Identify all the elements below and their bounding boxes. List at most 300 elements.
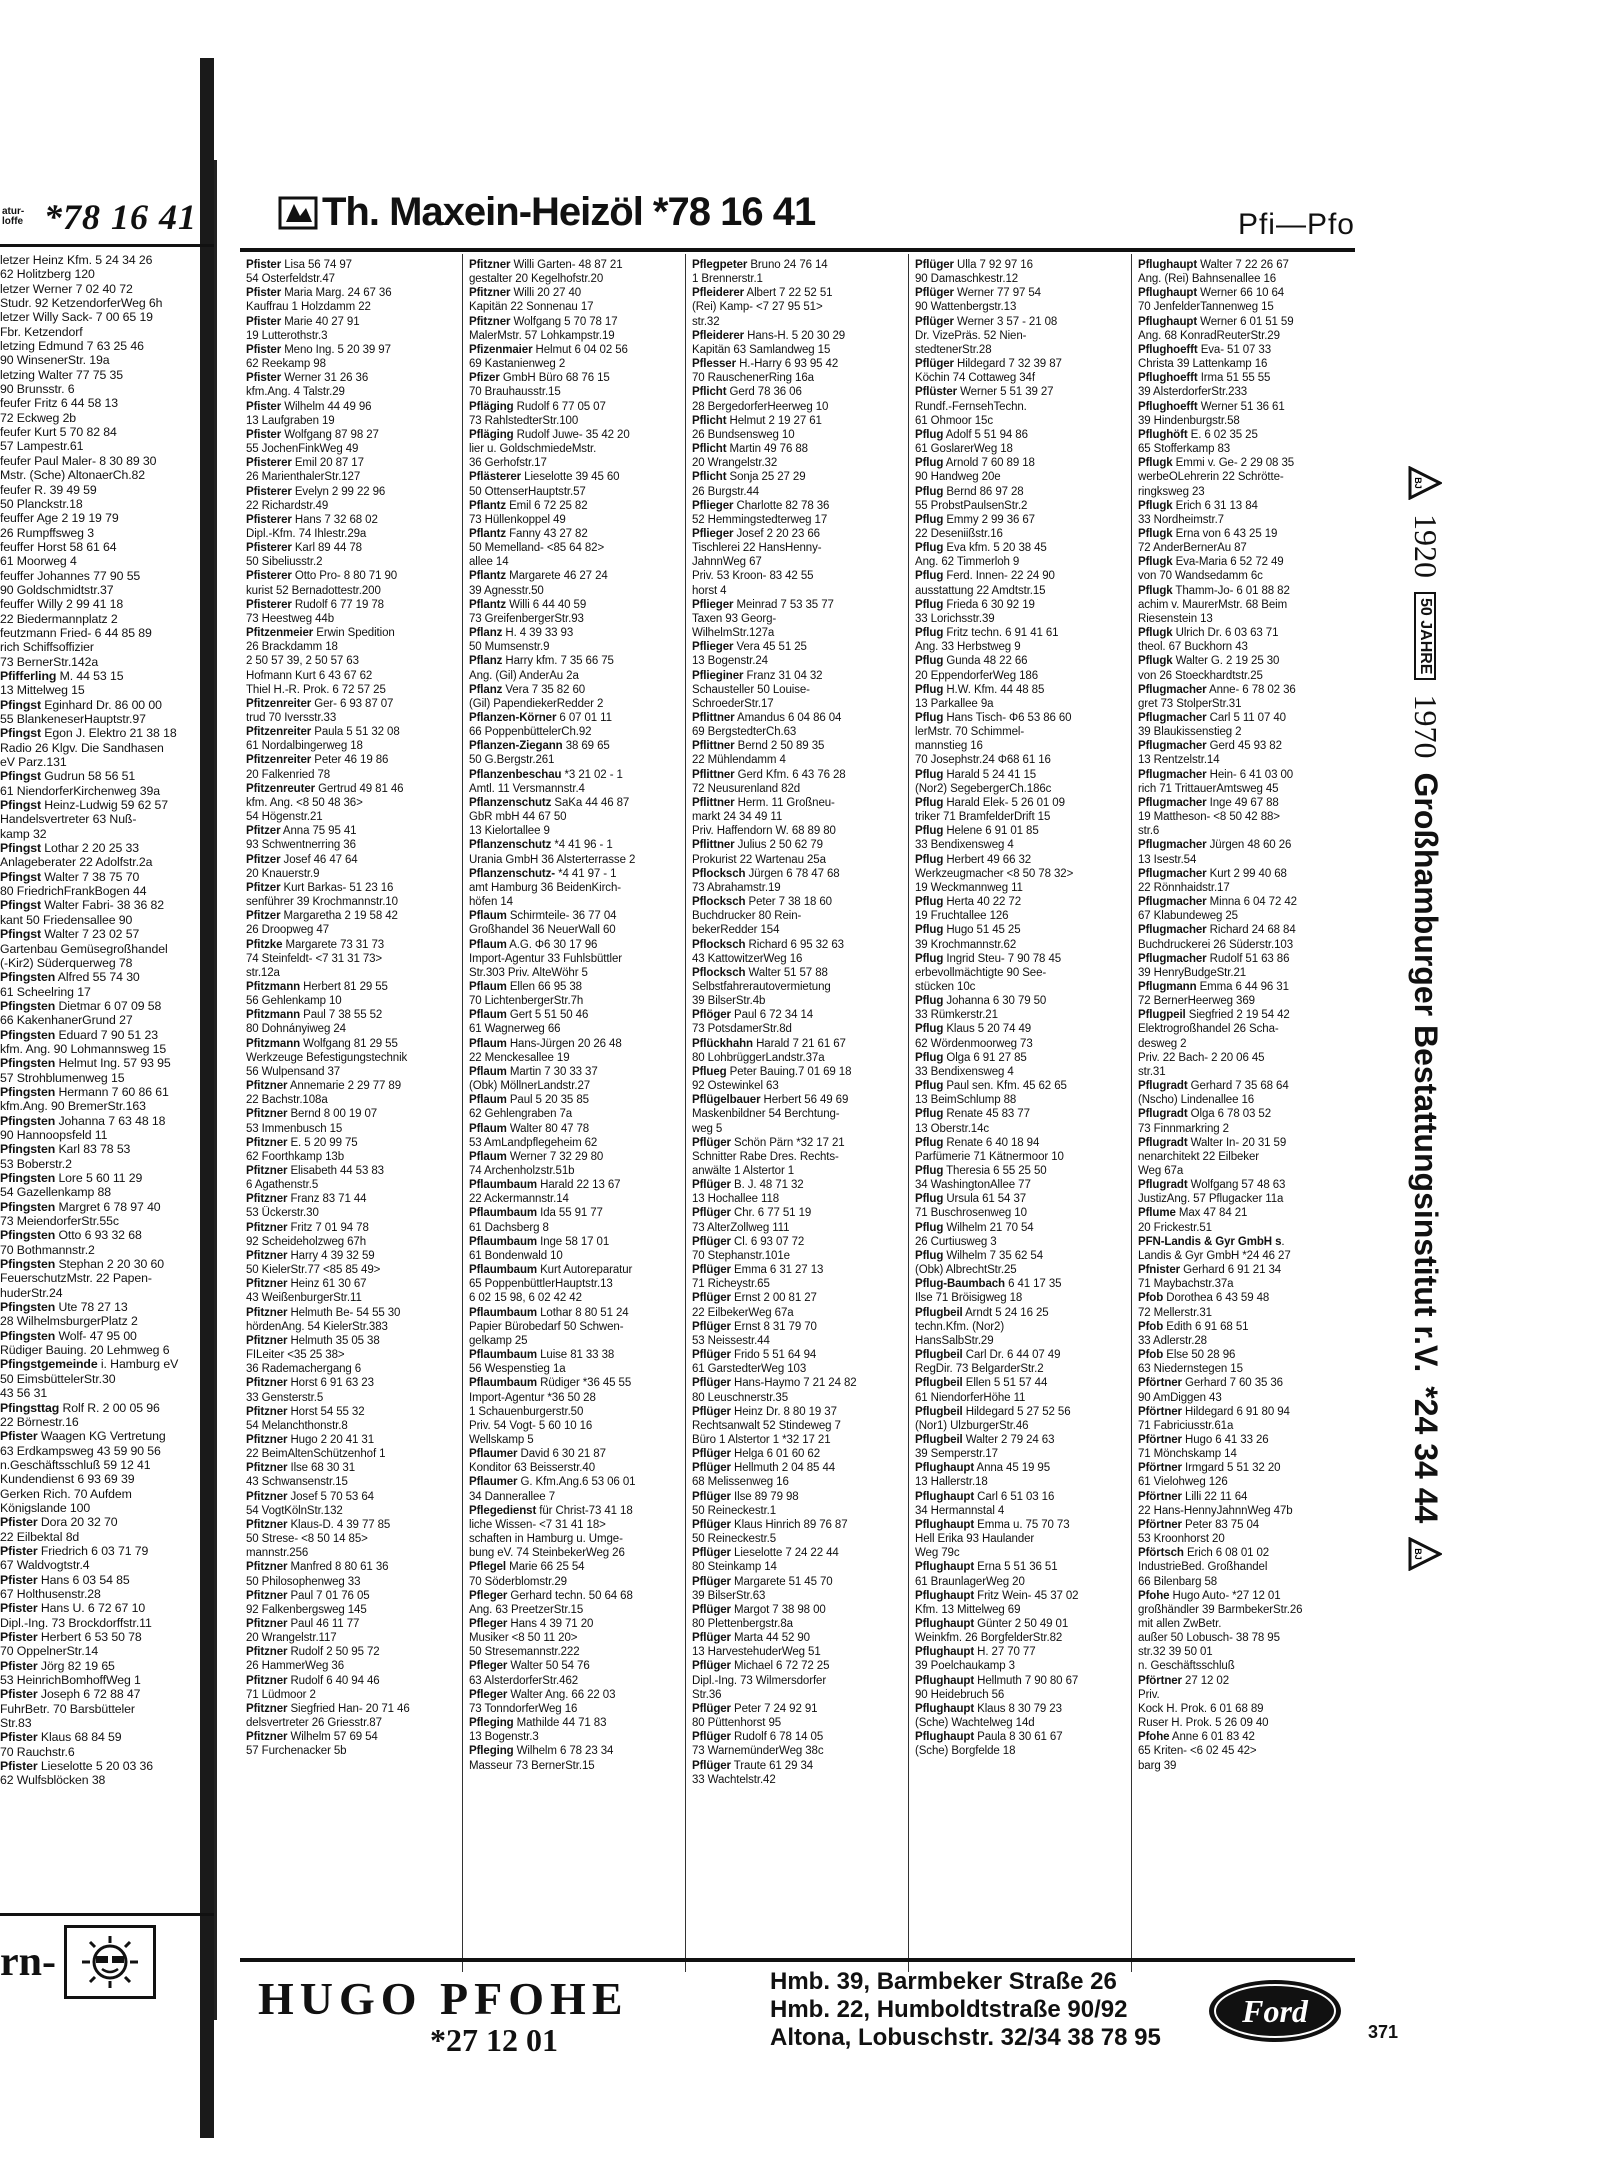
listing-entry-line: 71 Maybachstr.37a bbox=[1138, 1278, 1234, 1291]
listing-entry-line: 73 BernerStr.142a bbox=[0, 654, 99, 669]
listing-entry-line: Pflughaupt Fritz Wein- 45 37 02 bbox=[915, 1589, 1079, 1602]
listing-entry-line: 61 Nordalbingerweg 18 bbox=[246, 740, 363, 753]
ford-logo-text: Ford bbox=[1242, 1993, 1308, 2029]
listing-entry-line: Pfingstgemeinde i. Hamburg eV bbox=[0, 1357, 179, 1372]
listing-entry-line: Pflüger Margarete 51 45 70 bbox=[692, 1575, 833, 1588]
listing-entry-line: Pfingsten Stephan 2 20 30 60 bbox=[0, 1257, 164, 1272]
listing-entry-line: Pflieger Charlotte 82 78 36 bbox=[692, 499, 830, 512]
listing-entry-line: 69 Kastanienweg 2 bbox=[469, 358, 566, 371]
listing-entry-line: mit allen ZwBetr. bbox=[1138, 1618, 1222, 1630]
listing-entry-line: 43 KattowitzerWeg 16 bbox=[692, 952, 803, 965]
listing-entry-line: Ang. 68 KonradReuterStr.29 bbox=[1138, 329, 1280, 342]
listing-entry-line: Pflugradt Walter In- 20 31 59 bbox=[1138, 1136, 1287, 1149]
listing-entry-line: 61 Bondenwald 10 bbox=[469, 1249, 563, 1262]
listing-entry-line: 13 Laufgraben 19 bbox=[246, 414, 335, 427]
listing-entry-line: 1 Brennerstr.1 bbox=[692, 273, 763, 286]
listing-entry-line: Pflüger Lieselotte 7 24 22 44 bbox=[692, 1547, 839, 1560]
listing-entry-line: feuffer Willy 2 99 41 18 bbox=[0, 597, 124, 612]
listing-entry-line: Pflugbeil Walter 2 79 24 63 bbox=[915, 1433, 1055, 1446]
listing-entry-line: 65 Kriten- <6 02 45 42> bbox=[1138, 1745, 1257, 1758]
previous-page-ad bbox=[0, 1913, 214, 2002]
listing-entry-line: 26 Burgstr.44 bbox=[692, 485, 760, 498]
listing-entry-line: Pflaumbaum Rüdiger *36 45 55 bbox=[469, 1377, 632, 1390]
listing-entry-line: 63 AlsterdorferStr.462 bbox=[469, 1674, 579, 1687]
listing-entry-line: Pflocksch Peter 7 38 18 60 bbox=[692, 896, 832, 909]
listing-entry-line: FILeiter <35 25 38> bbox=[246, 1349, 345, 1362]
listing-entry-line: Pfleging Wilhelm 6 78 23 34 bbox=[469, 1745, 614, 1758]
listing-entry-line: Pflaumbaum Harald 22 13 67 bbox=[469, 1179, 621, 1192]
listing-entry-line: feuffer Age 2 19 19 79 bbox=[0, 511, 119, 526]
listing-entry-line: 43 Schwansenstr.15 bbox=[246, 1476, 348, 1489]
listing-entry-line: erbevollmächtigte 90 See- bbox=[915, 966, 1047, 979]
listing-entry-line: Pfingsten Dietmar 6 07 09 58 bbox=[0, 998, 162, 1013]
listing-entry-line: Kfm. 13 Mittelweg 69 bbox=[915, 1603, 1021, 1616]
listing-entry-line: 61 Vielohweg 126 bbox=[1138, 1476, 1228, 1489]
listing-entry-line: Pfitzer Josef 46 47 64 bbox=[246, 853, 358, 866]
listing-entry-line: Pflugmacher Richard 24 68 84 bbox=[1138, 924, 1296, 937]
listing-entry-line: Pflug Herta 40 22 72 bbox=[915, 896, 1022, 909]
listing-entry-line: Pfitzner E. 5 20 99 75 bbox=[246, 1136, 358, 1149]
listing-entry-line: 71 Richeystr.65 bbox=[692, 1278, 770, 1291]
listing-column-1 bbox=[240, 254, 463, 1972]
listing-entry-line: 72 Mellerstr.31 bbox=[1138, 1306, 1212, 1319]
listing-entry-line: 22 Bachstr.108a bbox=[246, 1094, 328, 1107]
listing-entry-line: Wellskamp 5 bbox=[469, 1433, 534, 1446]
listing-entry-line: 36 Gerhofstr.17 bbox=[469, 457, 547, 470]
listing-entry-line: 54 VogtKölnStr.132 bbox=[246, 1504, 343, 1517]
listing-entry-line: Pfisterer Karl 89 44 78 bbox=[246, 542, 362, 555]
listing-entry-line: Kock H. Prok. 6 01 68 89 bbox=[1138, 1702, 1264, 1715]
listing-entry-line: 90 WinsenerStr. 19a bbox=[0, 353, 110, 368]
listing-entry-line: 50 OttenserHauptstr.57 bbox=[469, 485, 586, 498]
listing-entry-line: Pflüger Rudolf 6 78 14 05 bbox=[692, 1731, 824, 1744]
listing-entry-line: JustizAng. 57 Pflugacker 11a bbox=[1138, 1193, 1284, 1206]
listing-entry-line: 13 HarvestehuderWeg 51 bbox=[692, 1646, 821, 1659]
listing-entry-line: Pfitzner Josef 5 70 53 64 bbox=[246, 1490, 374, 1503]
listing-entry-line: Pflaum Schirmteile- 36 77 04 bbox=[469, 910, 617, 923]
listing-entry-line: Pfitzner Klaus-D. 4 39 77 85 bbox=[246, 1518, 391, 1531]
listing-entry-line: Rundf.-FernsehTechn. bbox=[915, 400, 1027, 413]
listing-entry-line: Pfitzer Kurt Barkas- 51 23 16 bbox=[246, 881, 394, 894]
listing-entry-line: Pflug H.W. Kfm. 44 48 85 bbox=[915, 683, 1045, 696]
listing-entry-line: gret 73 StolperStr.31 bbox=[1138, 697, 1242, 710]
listing-entry-line: 43 56 31 bbox=[0, 1386, 48, 1401]
listing-entry-line: RegDir. 73 BelgarderStr.2 bbox=[915, 1363, 1044, 1376]
listing-entry-line: Papier Bürobedarf 50 Schwen- bbox=[469, 1320, 624, 1333]
listing-entry-line: Christa 39 Lattenkamp 16 bbox=[1138, 358, 1268, 371]
listing-entry-line: Pflüger Frido 5 51 64 94 bbox=[692, 1349, 817, 1362]
listing-entry-line: Pfisterer Evelyn 2 99 22 96 bbox=[246, 485, 386, 498]
listing-entry-line: Pfitzner Paul 7 01 76 05 bbox=[246, 1589, 370, 1602]
listing-entry-line: Pflug Renate 6 40 18 94 bbox=[915, 1136, 1040, 1149]
listing-entry-line: Pflughoefft Werner 51 36 61 bbox=[1138, 400, 1285, 413]
listing-entry-line: Pflug Frieda 6 30 92 19 bbox=[915, 598, 1035, 611]
triangle-logo-icon bbox=[1409, 1537, 1443, 1571]
listing-entry-line: Pflugradt Gerhard 7 35 68 64 bbox=[1138, 1080, 1289, 1093]
listing-entry-line: Pfleger Hans 4 39 71 20 bbox=[469, 1618, 594, 1630]
listing-entry-line: 13 BeimSchlump 88 bbox=[915, 1094, 1017, 1107]
listing-entry-line: Pflüger Hellmuth 2 04 85 44 bbox=[692, 1462, 836, 1475]
previous-header-label: atur- loffe bbox=[2, 206, 25, 227]
listing-entry-line: kfm.Ang. 90 BremerStr.163 bbox=[0, 1099, 146, 1114]
listing-entry-line: 90 Brunsstr. 6 bbox=[0, 382, 75, 397]
listing-entry-line: Elektrogroßhandel 26 Scha- bbox=[1138, 1023, 1279, 1036]
listing-entry-line: (Gil) PapendiekerRedder 2 bbox=[469, 697, 604, 710]
listing-entry-line: 50 Sibeliusstr.2 bbox=[246, 556, 323, 569]
listing-entry-line: Pförtner Irmgard 5 51 32 20 bbox=[1138, 1462, 1281, 1475]
listing-entry-line: FeuerschutzMstr. 22 Papen- bbox=[0, 1271, 152, 1286]
listing-entry-line: 33 Bendixensweg 4 bbox=[915, 1065, 1014, 1078]
listing-entry-line: 55 JochenFinkWeg 49 bbox=[246, 443, 359, 456]
main-page bbox=[240, 160, 1490, 2058]
listing-entry-line: Pflughaupt Carl 6 51 03 16 bbox=[915, 1490, 1055, 1503]
listing-entry-line: 66 PoppenbüttelerCh.92 bbox=[469, 726, 592, 739]
listing-entry-line: Kundendienst 6 93 69 39 bbox=[0, 1472, 135, 1487]
listing-entry-line: 22 Eilbektal 8d bbox=[0, 1529, 80, 1544]
listing-entry-line: 73 AlterZollweg 111 bbox=[692, 1221, 790, 1234]
listing-entry-line: Pfingsten Lore 5 60 11 29 bbox=[0, 1171, 143, 1185]
listing-entry-line: 90 Handweg 20e bbox=[915, 471, 1001, 484]
listing-entry-line: Pfitzner Bernd 8 00 19 07 bbox=[246, 1108, 378, 1121]
listing-columns bbox=[240, 254, 1355, 1972]
listing-entry-line: Ang. 63 PreetzerStr.15 bbox=[469, 1603, 584, 1616]
listing-entry-line: 62 Wördenmoorweg 73 bbox=[915, 1037, 1033, 1050]
listing-entry-line: feufer R. 39 49 59 bbox=[0, 482, 97, 497]
listing-entry-line: Pflaum Ellen 66 95 38 bbox=[469, 980, 582, 993]
listing-entry-line: 92 Ostewinkel 63 bbox=[692, 1080, 779, 1093]
listing-entry-line: Pflughaupt Walter 7 22 26 67 bbox=[1138, 259, 1289, 271]
listing-entry-line: 6 02 15 98, 6 02 42 42 bbox=[469, 1292, 582, 1305]
listing-entry-line: 34 WashingtonAllee 77 bbox=[915, 1179, 1031, 1192]
listing-entry-line: Pflug Wilhelm 21 70 54 bbox=[915, 1221, 1034, 1234]
listing-entry-line: Pflegpeter Bruno 24 76 14 bbox=[692, 259, 828, 271]
listing-entry-line: Hofmann Kurt 6 43 67 62 bbox=[246, 669, 373, 682]
listing-entry-line: Pflantz Willi 6 44 40 59 bbox=[469, 598, 587, 611]
listing-entry-line: 1 Schauenburgerstr.50 bbox=[469, 1405, 584, 1418]
listing-entry-line: Pflanzen-Körner 6 07 01 11 bbox=[469, 712, 612, 724]
heating-oil-logo-icon bbox=[278, 196, 318, 230]
listing-entry-line: 22 Menckesallee 19 bbox=[469, 1051, 570, 1064]
listing-entry-line: Pflug Paul sen. Kfm. 45 62 65 bbox=[915, 1080, 1067, 1093]
listing-entry-line: Pflaumer G. Kfm.Ang.6 53 06 01 bbox=[469, 1476, 636, 1489]
previous-ad-text: rn- bbox=[0, 1939, 56, 1985]
listing-entry-line: (Nscho) Lindenallee 16 bbox=[1138, 1094, 1255, 1107]
listing-entry-line: Pflüger Ilse 89 79 98 bbox=[692, 1490, 799, 1503]
listing-entry-line: kfm. Ang. 90 Lohmannsweg 15 bbox=[0, 1041, 167, 1056]
listing-entry-line: Pfitzner Helmuth Be- 54 55 30 bbox=[246, 1306, 401, 1319]
listing-entry-line: Pflocksch Jürgen 6 78 47 68 bbox=[692, 867, 840, 880]
listing-entry-line: Pflug Klaus 5 20 74 49 bbox=[915, 1023, 1032, 1036]
listing-entry-line: Pflanzenschutz *4 41 96 - 1 bbox=[469, 839, 613, 852]
listing-entry-line: trud 70 Iversstr.33 bbox=[246, 712, 337, 724]
listing-entry-line: 33 Nordheimstr.7 bbox=[1138, 513, 1224, 526]
listing-entry-line: Pflicht Sonja 25 27 29 bbox=[692, 471, 806, 484]
listing-entry-line: Riesenstein 13 bbox=[1138, 612, 1213, 625]
listing-entry-line: 71 Lüdmoor 2 bbox=[246, 1688, 316, 1701]
listing-entry-line: Pfob Edith 6 91 68 51 bbox=[1138, 1320, 1249, 1333]
listing-entry-line: kamp 32 bbox=[0, 826, 47, 841]
listing-entry-line: Pflästerer Lieselotte 39 45 60 bbox=[469, 471, 620, 484]
listing-entry-line: Pfitzenreiter Peter 46 19 86 bbox=[246, 754, 389, 767]
listing-entry-line: 13 Parkallee 9a bbox=[915, 697, 994, 710]
listing-entry-line: 90 Heidebruch 56 bbox=[915, 1688, 1005, 1701]
listing-entry-line: str.31 bbox=[1138, 1065, 1166, 1078]
listing-entry-line: Pflaum Gert 5 51 50 46 bbox=[469, 1009, 589, 1022]
listing-entry-line: 19 Weckmannweg 11 bbox=[915, 881, 1023, 894]
listing-entry-line: Pflüger Hildegard 7 32 39 87 bbox=[915, 358, 1062, 371]
listing-entry-line: Pfingsten Eduard 7 90 51 23 bbox=[0, 1027, 158, 1042]
listing-entry-line: Pflantz Emil 6 72 25 82 bbox=[469, 499, 588, 512]
listing-entry-line: (Nor2) SegebergerCh.186c bbox=[915, 782, 1052, 795]
listing-entry-line: Fbr. Ketzendorf bbox=[0, 324, 83, 339]
listing-entry-line: Pflüster Werner 5 51 39 27 bbox=[915, 386, 1054, 399]
listing-entry-line: Pflittner Bernd 2 50 89 35 bbox=[692, 740, 825, 753]
listing-entry-line: 90 Hannoopsfeld 11 bbox=[0, 1127, 108, 1142]
listing-entry-line: Priv. 54 Vogt- 5 60 10 16 bbox=[469, 1419, 593, 1432]
listing-entry-line: 61 BraunlagerWeg 20 bbox=[915, 1575, 1025, 1588]
listing-entry-line: Pfingst Egon J. Elektro 21 38 18 bbox=[0, 726, 177, 741]
listing-entry-line: Pfister Lieselotte 5 20 03 36 bbox=[0, 1759, 153, 1774]
listing-entry-line: 13 Hallerstr.18 bbox=[915, 1476, 988, 1489]
listing-entry-line: Pflug Fritz techn. 6 91 41 61 bbox=[915, 627, 1059, 640]
listing-entry-line: 62 Wulfsblöcken 38 bbox=[0, 1773, 106, 1788]
listing-entry-line: liche Wissen- <7 31 41 18> bbox=[469, 1518, 606, 1531]
listing-entry-line: 65 PoppenbüttlerHauptstr.13 bbox=[469, 1278, 613, 1291]
listing-entry-line: 19 Mattheson- <8 50 42 88> bbox=[1138, 811, 1280, 824]
listing-entry-line: Pfisterer Hans 7 32 68 02 bbox=[246, 513, 378, 526]
listing-entry-line: 13 Kielortallee 9 bbox=[469, 825, 550, 838]
listing-entry-line: 20 EppendorferWeg 186 bbox=[915, 669, 1039, 682]
listing-entry-line: SchroederStr.17 bbox=[692, 697, 774, 710]
listing-entry-line: Pflugmacher Gerd 45 93 82 bbox=[1138, 740, 1282, 753]
listing-entry-line: Pflaumbaum Kurt Autoreparatur bbox=[469, 1264, 633, 1277]
listing-entry-line: 50 Reineckestr.1 bbox=[692, 1504, 777, 1517]
listing-entry-line: 63 Niedernstegen 15 bbox=[1138, 1363, 1243, 1376]
listing-entry-line: MalerMstr. 57 Lohkampstr.19 bbox=[469, 329, 615, 342]
listing-entry-line: Import-Agentur *36 50 28 bbox=[469, 1391, 596, 1404]
listing-entry-line: Pflugmacher Jürgen 48 60 26 bbox=[1138, 839, 1292, 852]
listing-entry-line: Pfister Werner 31 26 36 bbox=[246, 372, 369, 385]
listing-entry-line: 57 Furchenacker 5b bbox=[246, 1745, 347, 1758]
listing-entry-line: Pfingsten Margret 6 78 97 40 bbox=[0, 1199, 161, 1214]
listing-entry-line: str.6 bbox=[1138, 825, 1160, 838]
listing-entry-line: 62 Gehlengraben 7a bbox=[469, 1108, 573, 1121]
listing-entry-line: ringksweg 23 bbox=[1138, 485, 1205, 498]
listing-entry-line: Pflittner Amandus 6 04 86 04 bbox=[692, 712, 842, 724]
listing-entry-line: Pfizer GmbH Büro 68 76 15 bbox=[469, 372, 610, 385]
listing-entry-line: kant 50 Friedensallee 90 bbox=[0, 912, 133, 927]
listing-entry-line: 54 Melanchthonstr.8 bbox=[246, 1419, 348, 1432]
listing-entry-line: 33 Lorichsstr.39 bbox=[915, 612, 995, 625]
listing-entry-line: Radio 26 Klgv. Die Sandhasen bbox=[0, 740, 164, 755]
listing-entry-line: Pflüger Werner 3 57 - 21 08 bbox=[915, 315, 1058, 328]
listing-entry-line: 92 Falkenbergsweg 145 bbox=[246, 1603, 367, 1616]
listing-entry-line: Pflicht Gerd 78 36 06 bbox=[692, 386, 802, 399]
listing-entry-line: 53 Boberstr.2 bbox=[0, 1156, 72, 1171]
listing-entry-line: Pflesser H.-Harry 6 93 95 42 bbox=[692, 358, 839, 371]
listing-entry-line: Ang. 62 Timmerloh 9 bbox=[915, 556, 1020, 569]
listing-entry-line: 73 GreifenbergerStr.93 bbox=[469, 612, 584, 625]
listing-entry-line: Pfleiderer Hans-H. 5 20 30 29 bbox=[692, 329, 846, 342]
listing-entry-line: 20 Wrangelstr.32 bbox=[692, 457, 778, 470]
listing-entry-line: Pflückhahn Harald 7 21 61 67 bbox=[692, 1037, 846, 1050]
listing-entry-line: 54 Osterfeldstr.47 bbox=[246, 273, 335, 286]
listing-entry-line: Pfitzmann Wolfgang 81 29 55 bbox=[246, 1037, 398, 1050]
listing-entry-line: 70 OppelnerStr.14 bbox=[0, 1644, 99, 1659]
listing-entry-line: 20 Frickestr.51 bbox=[1138, 1221, 1212, 1234]
ad-company-name: HUGO PFOHE bbox=[258, 1973, 629, 2024]
listing-entry-line: Pflüger Marta 44 52 90 bbox=[692, 1632, 810, 1645]
listing-entry-line: nenarchitekt 22 Eilbeker bbox=[1138, 1150, 1259, 1163]
listing-entry-line: anwälte 1 Alstertor 1 bbox=[692, 1165, 795, 1177]
listing-entry-line: Pflaumbaum Inge 58 17 01 bbox=[469, 1235, 610, 1248]
listing-entry-line: letzer Heinz Kfm. 5 24 34 26 bbox=[0, 253, 153, 267]
listing-entry-line: 73 Finnmarkring 2 bbox=[1138, 1122, 1229, 1135]
listing-entry-line: 73 Abrahamstr.19 bbox=[692, 881, 781, 894]
listing-entry-line: Ang. (Gil) AnderAu 2a bbox=[469, 669, 579, 682]
listing-entry-line: Pflegel Marie 66 25 54 bbox=[469, 1561, 585, 1574]
listing-entry-line: Thiel H.-R. Prok. 6 72 57 25 bbox=[246, 683, 386, 696]
listing-entry-line: 50 G.Bergstr.261 bbox=[469, 754, 555, 767]
listing-entry-line: 33 Wachtelstr.42 bbox=[692, 1773, 776, 1786]
listing-entry-line: Rüdiger Bauing. 20 Lehmweg 6 bbox=[0, 1343, 170, 1358]
listing-entry-line: Pflegedienst für Christ-73 41 18 bbox=[469, 1504, 633, 1517]
listing-entry-line: Pflüger Chr. 6 77 51 19 bbox=[692, 1207, 812, 1220]
listing-entry-line: Pflicht Martin 49 76 88 bbox=[692, 443, 808, 456]
listing-entry-line: Schnitter Rabe Dres. Rechts- bbox=[692, 1150, 839, 1163]
listing-entry-line: Schausteller 50 Louise- bbox=[692, 683, 810, 696]
listing-entry-line: Pfitzner Horst 54 55 32 bbox=[246, 1405, 365, 1418]
listing-entry-line: 13 Bogenstr.24 bbox=[692, 655, 768, 668]
listing-entry-line: Pflughaupt Emma u. 75 70 73 bbox=[915, 1518, 1070, 1531]
listing-entry-line: Pfingsten Alfred 55 74 30 bbox=[0, 970, 140, 985]
listing-entry-line: 93 Schwentnerring 36 bbox=[246, 839, 356, 852]
listing-entry-line: Pflüger Peter 7 24 92 91 bbox=[692, 1702, 818, 1715]
listing-entry-line: Pflughoefft Eva- 51 07 33 bbox=[1138, 343, 1271, 356]
listing-entry-line: kfm. Ang. <8 50 48 36> bbox=[246, 796, 363, 809]
listing-entry-line: Pflanz Vera 7 35 82 60 bbox=[469, 683, 586, 696]
listing-entry-line: Pflugbeil Ellen 5 51 57 44 bbox=[915, 1377, 1048, 1390]
listing-entry-line: Pflüger Ernst 2 00 81 27 bbox=[692, 1292, 817, 1305]
listing-entry-line: 70 Bothmannstr.2 bbox=[0, 1242, 95, 1257]
ad-addresses bbox=[770, 1968, 1161, 2052]
listing-entry-line: stücken 10c bbox=[915, 980, 976, 993]
listing-entry-line: Ang. 33 Herbstweg 9 bbox=[915, 641, 1021, 654]
listing-entry-line: Pflicht Helmut 2 19 27 61 bbox=[692, 414, 822, 427]
banner-anniversary: 50 JAHRE bbox=[1415, 592, 1437, 680]
listing-entry-line: stedtenerStr.28 bbox=[915, 343, 992, 356]
listing-entry-line: Kapitän 22 Sonnenau 17 bbox=[469, 301, 594, 314]
listing-entry-line: 70 Brauhausstr.15 bbox=[469, 386, 561, 399]
listing-entry-line: Pflieger Josef 2 20 23 66 bbox=[692, 527, 820, 540]
listing-entry-line: Ang. (Rei) Bahnsenallee 16 bbox=[1138, 273, 1277, 286]
previous-header-number: *78 16 41 bbox=[44, 197, 197, 237]
listing-entry-line: Pflüger Helga 6 01 60 62 bbox=[692, 1448, 821, 1461]
listing-entry-line: WilhelmStr.127a bbox=[692, 627, 775, 640]
listing-entry-line: 61 GoslarerWeg 18 bbox=[915, 443, 1013, 456]
listing-entry-line: str.12a bbox=[246, 966, 280, 979]
listing-entry-line: Pflug Wilhelm 7 35 62 54 bbox=[915, 1249, 1043, 1262]
listing-entry-line: 55 ProbstPaulsenStr.2 bbox=[915, 499, 1028, 512]
listing-entry-line: techn.Kfm. (Nor2) bbox=[915, 1320, 1005, 1333]
listing-entry-line: 92 Scheideholzweg 67h bbox=[246, 1235, 367, 1248]
listing-entry-line: Pflaumbaum Ida 55 91 77 bbox=[469, 1207, 603, 1220]
listing-entry-line: Pfob Dorothea 6 43 59 48 bbox=[1138, 1292, 1270, 1305]
listing-entry-line: 73 PotsdamerStr.8d bbox=[692, 1023, 792, 1036]
listing-entry-line: lier u. GoldschmiedeMstr. bbox=[469, 443, 597, 456]
listing-entry-line: Pförtner Hugo 6 41 33 26 bbox=[1138, 1433, 1269, 1446]
listing-entry-line: Pfingst Walter 7 23 02 57 bbox=[0, 927, 140, 942]
listing-entry-line: 53 Ückerstr.30 bbox=[246, 1207, 319, 1220]
listing-entry-line: Pflughöft E. 6 02 35 25 bbox=[1138, 428, 1258, 441]
previous-page-listing bbox=[0, 247, 214, 1788]
listing-entry-line: Pfitzner Ilse 68 30 31 bbox=[246, 1462, 356, 1475]
listing-entry-line: 22 Biedermannplatz 2 bbox=[0, 611, 118, 626]
listing-entry-line: Werkzeugmacher <8 50 78 32> bbox=[915, 867, 1074, 880]
listing-entry-line: feufer Kurt 5 70 82 84 bbox=[0, 425, 117, 440]
listing-entry-line: Priv. 53 Kroon- 83 42 55 bbox=[692, 570, 814, 583]
listing-entry-line: 70 Josephstr.24 Φ68 61 16 bbox=[915, 754, 1051, 767]
listing-entry-line: Pfitzner Fritz 7 01 94 78 bbox=[246, 1221, 369, 1234]
listing-entry-line: Pflughaupt Paula 8 30 61 67 bbox=[915, 1731, 1063, 1744]
listing-entry-line: Str.303 Priv. AlteWöhr 5 bbox=[469, 966, 588, 979]
listing-entry-line: Pflöger Paul 6 72 34 14 bbox=[692, 1009, 814, 1022]
listing-entry-line: mannstr.256 bbox=[246, 1547, 309, 1560]
listing-entry-line: Pflughaupt Werner 6 01 51 59 bbox=[1138, 315, 1294, 328]
listing-column-5 bbox=[1132, 254, 1355, 1972]
listing-entry-line: 70 Söderblomstr.29 bbox=[469, 1575, 567, 1588]
listing-entry-line: Großhandel 36 NeuerWall 60 bbox=[469, 924, 616, 937]
listing-entry-line: Pfister Lisa 56 74 97 bbox=[246, 259, 352, 271]
listing-entry-line: Pflugradt Olga 6 78 03 52 bbox=[1138, 1108, 1272, 1121]
listing-entry-line: 19 Fruchtallee 126 bbox=[915, 910, 1009, 923]
listing-entry-line: Pflugmacher Kurt 2 99 40 68 bbox=[1138, 867, 1287, 880]
listing-entry-line: Kauffrau 1 Holzdamm 22 bbox=[246, 301, 371, 314]
listing-entry-line: Pflüger Werner 77 97 54 bbox=[915, 287, 1041, 300]
listing-entry-line: Pflaum Werner 7 32 29 80 bbox=[469, 1150, 604, 1163]
listing-entry-line: 33 Bendixensweg 4 bbox=[915, 839, 1014, 852]
listing-entry-line: Pflueg Peter Bauing.7 01 69 18 bbox=[692, 1065, 852, 1078]
listing-entry-line: Pfingsten Otto 6 93 32 68 bbox=[0, 1228, 142, 1243]
listing-entry-line: Pfitzer Margaretha 2 19 58 42 bbox=[246, 910, 398, 923]
listing-entry-line: Pflanz H. 4 39 33 93 bbox=[469, 627, 574, 640]
listing-entry-line: (Sche) Wachtelweg 14d bbox=[915, 1717, 1035, 1730]
listing-entry-line: Pflugbeil Hildegard 5 27 52 56 bbox=[915, 1405, 1071, 1418]
listing-entry-line: Pfob Else 50 28 96 bbox=[1138, 1349, 1236, 1362]
listing-entry-line: Str.83 bbox=[0, 1716, 32, 1731]
listing-entry-line: 50 Strese- <8 50 14 85> bbox=[246, 1533, 368, 1546]
listing-entry-line: Pfitzmann Herbert 81 29 55 bbox=[246, 980, 388, 993]
listing-entry-line: str.32 39 50 01 bbox=[1138, 1646, 1213, 1659]
listing-entry-line: Rechtsanwalt 52 Stindeweg 7 bbox=[692, 1419, 841, 1432]
banner-company-name: Großhamburger Bestattungsinstitut r.V. bbox=[1408, 772, 1444, 1373]
listing-entry-line: Str.36 bbox=[692, 1688, 722, 1701]
listing-entry-line: Pfitzenreiter Paula 5 51 32 08 bbox=[246, 726, 400, 739]
listing-entry-line: Pflughaupt Werner 66 10 64 bbox=[1138, 287, 1285, 300]
listing-entry-line: Pfister Hans U. 6 72 67 10 bbox=[0, 1601, 146, 1616]
listing-entry-line: 39 Poelchaukamp 3 bbox=[915, 1660, 1015, 1673]
listing-entry-line: Pfläging Rudolf 6 77 05 07 bbox=[469, 400, 606, 413]
listing-entry-line: Pfister Dora 20 32 70 bbox=[0, 1515, 118, 1530]
listing-entry-line: horst 4 bbox=[692, 584, 727, 597]
listing-entry-line: 56 Gehlenkamp 10 bbox=[246, 995, 342, 1008]
listing-entry-line: 54 Högenstr.21 bbox=[246, 811, 323, 824]
listing-entry-line: 66 Bilenbarg 58 bbox=[1138, 1575, 1218, 1588]
listing-entry-line: Dipl.-Ing. 73 Wilmersdorfer bbox=[692, 1674, 827, 1687]
listing-entry-line: Pfister Meno Ing. 5 20 39 97 bbox=[246, 343, 391, 356]
listing-entry-line: feuffer Johannes 77 90 55 bbox=[0, 568, 141, 583]
listing-entry-line: Studr. 92 KetzendorferWeg 6h bbox=[0, 296, 163, 311]
